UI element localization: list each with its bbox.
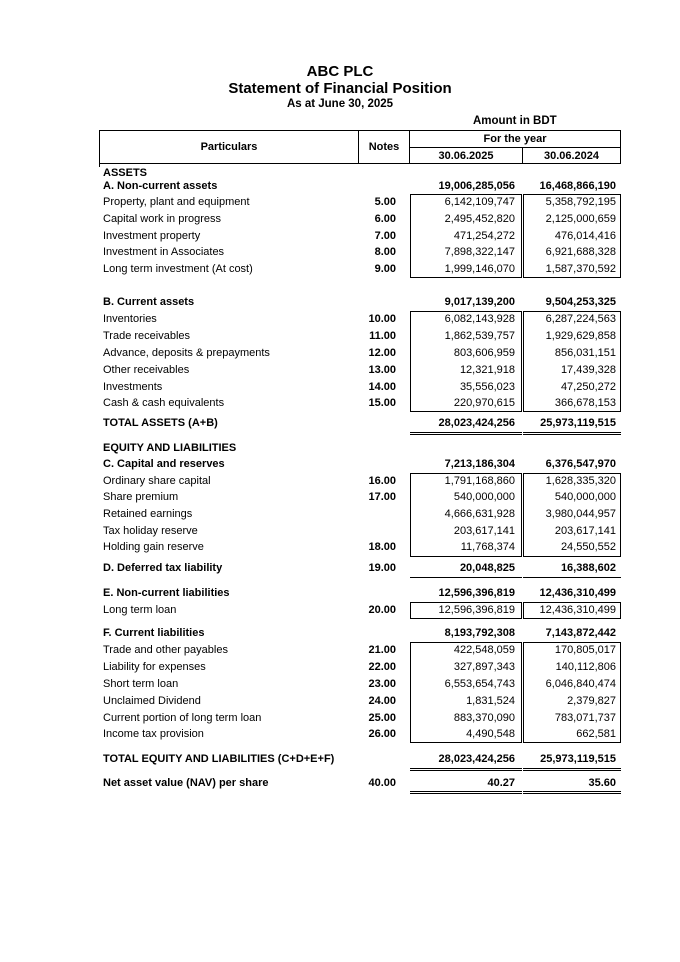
col-header-2024: 30.06.2024 (522, 147, 621, 164)
row-value-2024: 6,287,224,563 (545, 313, 616, 325)
row-label: Retained earnings (103, 508, 193, 520)
row-value-2025: 422,548,059 (453, 644, 515, 656)
row-label: Other receivables (103, 364, 190, 376)
row-note: 8.00 (374, 246, 396, 258)
row-note: 6.00 (374, 213, 396, 225)
row-value-2025: 20,048,825 (459, 562, 515, 574)
col-header-for-the-year: For the year (409, 130, 621, 148)
row-note: 5.00 (374, 196, 396, 208)
rule-line (410, 791, 522, 794)
row-value-2024: 6,376,547,970 (545, 458, 616, 470)
row-value-2025: 12,596,396,819 (438, 604, 515, 616)
row-value-2024: 5,358,792,195 (545, 196, 616, 208)
value-box (523, 602, 621, 619)
row-label: D. Deferred tax liability (103, 562, 223, 574)
row-note: 12.00 (368, 347, 396, 359)
value-box (523, 311, 621, 412)
row-value-2025: 883,370,090 (453, 712, 515, 724)
value-box (410, 311, 522, 412)
rule-line (410, 768, 522, 771)
row-note: 26.00 (368, 728, 396, 740)
row-value-2024: 25,973,119,515 (540, 417, 616, 429)
rule-line (523, 791, 621, 794)
row-note: 9.00 (374, 263, 396, 275)
row-label: Investment in Associates (103, 246, 225, 258)
row-label: Inventories (103, 313, 157, 325)
row-label: Liability for expenses (103, 661, 206, 673)
row-value-2024: 140,112,806 (555, 661, 616, 673)
row-label: Investment property (103, 230, 201, 242)
row-label: Short term loan (103, 678, 179, 690)
row-value-2025: 220,970,615 (453, 397, 515, 409)
row-value-2024: 856,031,151 (554, 347, 616, 359)
statement-title: Statement of Financial Position (228, 80, 452, 97)
row-value-2025: 28,023,424,256 (438, 417, 515, 429)
row-value-2024: 24,550,552 (560, 541, 616, 553)
row-value-2025: 1,999,146,070 (444, 263, 515, 275)
row-value-2024: 1,587,370,592 (545, 263, 616, 275)
row-note: 14.00 (368, 381, 396, 393)
row-note: 23.00 (368, 678, 396, 690)
table-row (0, 416, 680, 432)
row-value-2024: 170,805,017 (554, 644, 616, 656)
table-row (0, 626, 680, 642)
row-label: TOTAL ASSETS (A+B) (103, 417, 218, 429)
row-label: E. Non-current liabilities (103, 587, 230, 599)
row-value-2025: 1,862,539,757 (444, 330, 515, 342)
row-label: C. Capital and reserves (103, 458, 225, 470)
row-value-2024: 16,468,866,190 (539, 180, 616, 192)
row-note: 16.00 (368, 475, 396, 487)
row-value-2024: 783,071,737 (554, 712, 616, 724)
row-value-2024: 476,014,416 (554, 230, 616, 242)
row-note: 24.00 (368, 695, 396, 707)
row-note: 22.00 (368, 661, 396, 673)
row-value-2024: 16,388,602 (560, 562, 616, 574)
value-box (410, 642, 522, 743)
row-value-2024: 662,581 (576, 728, 616, 740)
row-label: Current portion of long term loan (103, 712, 262, 724)
row-value-2024: 12,436,310,499 (539, 587, 616, 599)
row-note: 15.00 (368, 397, 396, 409)
table-row (0, 179, 680, 195)
row-value-2024: 1,628,335,320 (545, 475, 616, 487)
row-value-2025: 2,495,452,820 (444, 213, 515, 225)
row-label: Investments (103, 381, 163, 393)
row-value-2024: 35.60 (588, 777, 616, 789)
row-value-2025: 6,142,109,747 (444, 196, 515, 208)
row-value-2024: 203,617,141 (554, 525, 616, 537)
rule-line (410, 577, 522, 578)
value-box (523, 194, 621, 278)
row-value-2025: 9,017,139,200 (444, 296, 515, 308)
row-value-2025: 40.27 (487, 777, 515, 789)
row-value-2024: 17,439,328 (560, 364, 616, 376)
row-value-2025: 12,596,396,819 (438, 587, 515, 599)
amount-unit: Amount in BDT (473, 115, 557, 127)
row-label: F. Current liabilities (103, 627, 205, 639)
row-value-2025: 28,023,424,256 (438, 753, 515, 765)
row-note: 17.00 (368, 491, 396, 503)
table-row (0, 586, 680, 602)
row-note: 13.00 (368, 364, 396, 376)
value-box (523, 642, 621, 743)
row-label: Income tax provision (103, 728, 204, 740)
row-label: Advance, deposits & prepayments (103, 347, 270, 359)
row-label: Tax holiday reserve (103, 525, 198, 537)
company-name: ABC PLC (306, 63, 374, 80)
row-value-2025: 7,213,186,304 (444, 458, 515, 470)
rule-line (523, 577, 621, 578)
row-label: EQUITY AND LIABILITIES (103, 442, 237, 454)
row-value-2025: 6,553,654,743 (444, 678, 515, 690)
row-value-2025: 327,897,343 (453, 661, 515, 673)
rule-line (523, 432, 621, 435)
row-value-2025: 12,321,918 (459, 364, 515, 376)
row-value-2024: 6,046,840,474 (545, 678, 616, 690)
table-row (0, 752, 680, 768)
value-box (410, 473, 522, 557)
row-label: Trade receivables (103, 330, 191, 342)
col-header-notes: Notes (358, 130, 410, 164)
row-value-2025: 471,254,272 (453, 230, 515, 242)
table-row (0, 561, 680, 577)
row-value-2025: 6,082,143,928 (444, 313, 515, 325)
row-value-2025: 7,898,322,147 (444, 246, 515, 258)
row-value-2025: 1,791,168,860 (444, 475, 515, 487)
table-row (0, 441, 680, 457)
table-row (0, 457, 680, 473)
row-label: Capital work in progress (103, 213, 221, 225)
row-label: Share premium (103, 491, 179, 503)
statement-date: As at June 30, 2025 (286, 98, 394, 110)
row-label: A. Non-current assets (103, 180, 218, 192)
row-value-2024: 7,143,872,442 (545, 627, 616, 639)
row-value-2025: 540,000,000 (453, 491, 515, 503)
col-header-2025: 30.06.2025 (409, 147, 523, 164)
row-label: Trade and other payables (103, 644, 228, 656)
value-box (410, 194, 522, 278)
row-value-2025: 35,556,023 (459, 381, 515, 393)
row-value-2024: 6,921,688,328 (545, 246, 616, 258)
col-header-particulars: Particulars (99, 130, 359, 164)
value-box (523, 473, 621, 557)
row-note: 19.00 (368, 562, 396, 574)
row-label: Cash & cash equivalents (103, 397, 225, 409)
row-label: Net asset value (NAV) per share (103, 777, 269, 789)
row-value-2024: 540,000,000 (554, 491, 616, 503)
rule-line (410, 432, 522, 435)
row-value-2025: 4,666,631,928 (444, 508, 515, 520)
row-value-2025: 803,606,959 (453, 347, 515, 359)
row-value-2025: 8,193,792,308 (444, 627, 515, 639)
row-label: Ordinary share capital (103, 475, 211, 487)
row-value-2024: 1,929,629,858 (545, 330, 616, 342)
row-value-2024: 2,125,000,659 (545, 213, 616, 225)
row-note: 11.00 (369, 330, 396, 342)
row-value-2025: 203,617,141 (453, 525, 515, 537)
row-note: 40.00 (368, 777, 396, 789)
row-value-2025: 19,006,285,056 (438, 180, 515, 192)
row-note: 25.00 (368, 712, 396, 724)
row-value-2025: 4,490,548 (466, 728, 515, 740)
row-value-2024: 12,436,310,499 (539, 604, 616, 616)
row-label: TOTAL EQUITY AND LIABILITIES (C+D+E+F) (103, 753, 335, 765)
row-value-2024: 9,504,253,325 (545, 296, 616, 308)
row-note: 10.00 (368, 313, 396, 325)
row-label: Long term loan (103, 604, 177, 616)
row-label: ASSETS (103, 167, 148, 179)
rule-line (523, 768, 621, 771)
row-label: B. Current assets (103, 296, 195, 308)
row-value-2025: 11,768,374 (460, 541, 515, 553)
row-value-2024: 366,678,153 (554, 397, 616, 409)
row-value-2024: 25,973,119,515 (540, 753, 616, 765)
value-box (410, 602, 522, 619)
row-note: 20.00 (368, 604, 396, 616)
row-value-2024: 47,250,272 (560, 381, 616, 393)
row-value-2025: 1,831,524 (466, 695, 515, 707)
row-label: Holding gain reserve (103, 541, 204, 553)
row-label: Unclaimed Dividend (103, 695, 201, 707)
row-note: 7.00 (374, 230, 396, 242)
row-note: 21.00 (368, 644, 396, 656)
row-value-2024: 2,379,827 (567, 695, 616, 707)
row-label: Long term investment (At cost) (103, 263, 253, 275)
row-note: 18.00 (368, 541, 396, 553)
table-row (0, 776, 680, 792)
table-row (0, 295, 680, 311)
row-label: Property, plant and equipment (103, 196, 250, 208)
row-value-2024: 3,980,044,957 (545, 508, 616, 520)
